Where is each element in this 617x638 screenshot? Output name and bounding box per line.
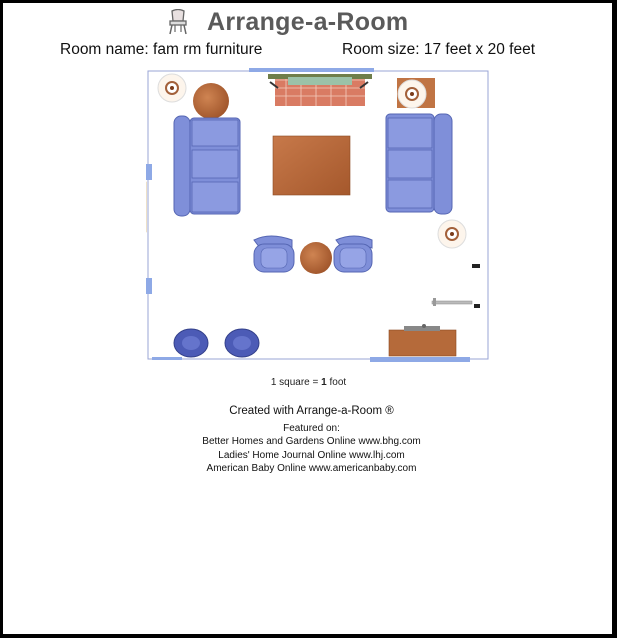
ottoman-left[interactable] — [174, 329, 208, 357]
floor-plan — [146, 68, 492, 362]
round-side-table[interactable] — [300, 242, 332, 274]
wall-outlet-1 — [472, 264, 480, 268]
app-title: Arrange-a-Room — [207, 8, 409, 36]
link-lhj[interactable]: Ladies' Home Journal Online www.lhj.com — [218, 450, 405, 461]
link-americanbaby[interactable]: American Baby Online www.americanbaby.com — [206, 463, 417, 474]
room-name — [60, 41, 262, 59]
chair-logo-icon — [166, 9, 190, 35]
scale-number: 1 — [321, 377, 327, 388]
scale-note — [0, 377, 617, 388]
armchair-left[interactable] — [254, 236, 294, 272]
round-end-table-top-left[interactable] — [193, 83, 229, 119]
room-name-value: fam rm furniture — [153, 41, 263, 58]
sofa-right[interactable] — [386, 114, 452, 214]
window-bottom — [370, 357, 470, 362]
ottoman-right[interactable] — [225, 329, 259, 357]
room-size — [342, 41, 535, 59]
scale-unit: foot — [326, 377, 347, 388]
coffee-table[interactable] — [273, 136, 350, 195]
room-size-value: 17 feet x 20 feet — [423, 41, 536, 58]
lamp-right[interactable] — [438, 220, 466, 248]
fireplace[interactable] — [268, 74, 372, 106]
door-bottom-left — [152, 357, 182, 360]
armchair-right[interactable] — [334, 236, 372, 272]
end-table-top-right[interactable] — [397, 78, 435, 108]
lamp-top-left[interactable] — [158, 74, 186, 102]
featured-on: Featured on: — [283, 423, 340, 434]
created-with: Created with Arrange-a-Room ® — [229, 405, 394, 417]
scale-prefix: 1 square = — [270, 377, 322, 388]
window-top — [249, 68, 374, 72]
room-name-label: Room name: — [60, 41, 149, 58]
link-bhg[interactable]: Better Homes and Gardens Online www.bhg.com — [202, 436, 421, 447]
sofa-left[interactable] — [174, 116, 240, 216]
room-size-label: Room size: — [342, 41, 420, 58]
wall-outlet-2 — [474, 304, 480, 308]
